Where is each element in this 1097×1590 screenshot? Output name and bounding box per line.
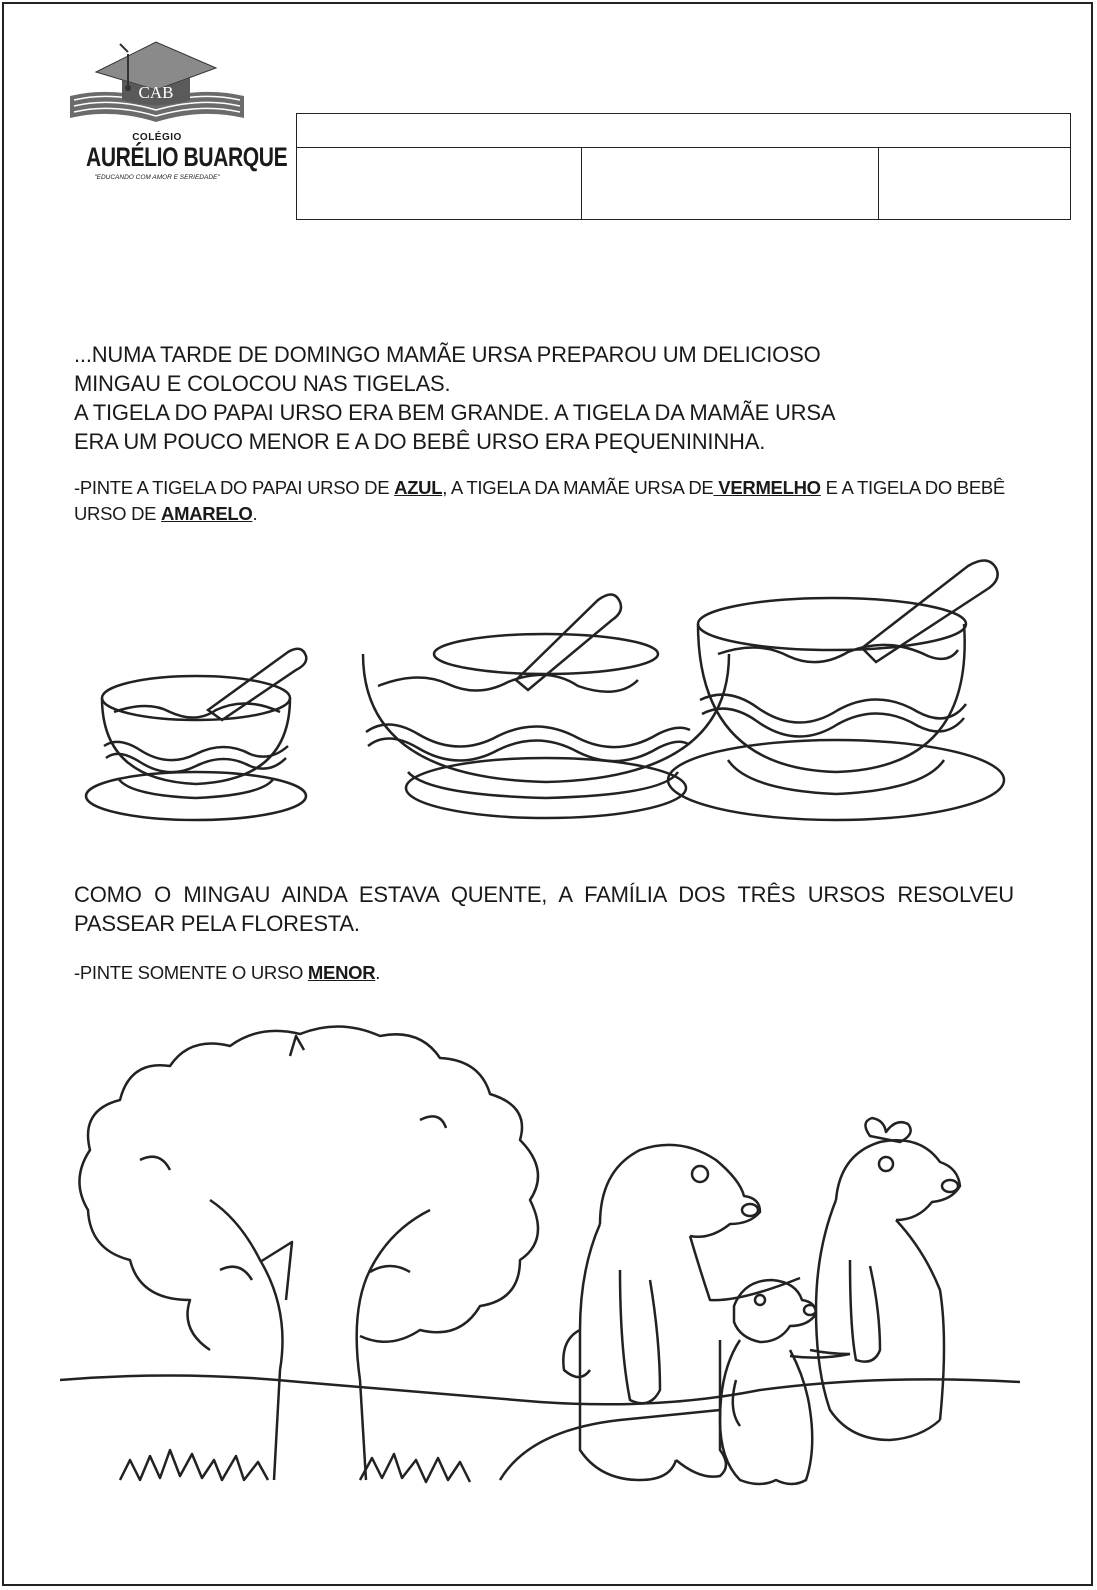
logo-monogram: CAB — [138, 83, 174, 102]
color-blue-label: AZUL — [394, 477, 443, 498]
forest-scene-illustration — [60, 1010, 1040, 1540]
instruction-text: , A TIGELA DA MAMÃE URSA DE — [442, 477, 714, 498]
instruction-bears — [74, 960, 1034, 986]
instruction-text: . — [375, 962, 381, 983]
mama-bear-icon[interactable] — [810, 1118, 960, 1440]
instruction-text: -PINTE A TIGELA DO PAPAI URSO DE — [74, 477, 395, 498]
story-line: A TIGELA DO PAPAI URSO ERA BEM GRANDE. A TIGELA DA MAMÃE URSA — [74, 400, 836, 425]
instruction-text: E A TIGELA DO BEBÊ URSO DE — [74, 477, 1005, 524]
story-line: ERA UM POUCO MENOR E A DO BEBÊ URSO ERA PEQUENININHA. — [74, 429, 766, 454]
logo-school-name: AURÉLIO BUARQUE — [86, 142, 288, 172]
logo-motto: "EDUCANDO COM AMOR E SERIEDADE" — [94, 174, 220, 181]
story-line: ...NUMA TARDE DE DOMINGO MAMÃE URSA PREPAROU UM DELICIOSO — [74, 342, 821, 367]
large-bowl-icon[interactable] — [668, 560, 1004, 820]
papa-bear-icon[interactable] — [563, 1145, 800, 1480]
story-paragraph-2: COMO O MINGAU AINDA ESTAVA QUENTE, A FAMÍLIA DOS TRÊS URSOS RESOLVEU PASSEAR PELA FLORESTA. — [74, 882, 1014, 936]
small-bowl-icon[interactable] — [86, 649, 306, 820]
instruction-text: -PINTE SOMENTE O URSO — [74, 962, 308, 983]
tree-icon — [79, 1026, 538, 1350]
medium-bowl-icon[interactable] — [363, 594, 729, 818]
bowls-illustration — [78, 540, 1028, 840]
name-field[interactable] — [297, 114, 1071, 148]
info-field-3[interactable] — [879, 148, 1071, 220]
graduation-cap-book-icon — [66, 38, 248, 134]
info-field-1[interactable] — [297, 148, 582, 220]
color-yellow-label: AMARELO — [161, 503, 253, 524]
ground-line — [60, 1375, 1020, 1404]
instruction-text: . — [252, 503, 258, 524]
story-paragraph-1 — [74, 340, 1034, 456]
student-info-table — [296, 113, 1071, 220]
instruction-bowls — [74, 475, 1034, 527]
target-bear-label: MENOR — [307, 962, 376, 983]
story-line: MINGAU E COLOCOU NAS TIGELAS. — [74, 371, 451, 396]
logo-school-label: COLÉGIO — [132, 132, 182, 143]
color-red-label: VERMELHO — [713, 477, 821, 498]
school-logo — [66, 38, 288, 188]
info-field-2[interactable] — [582, 148, 879, 220]
